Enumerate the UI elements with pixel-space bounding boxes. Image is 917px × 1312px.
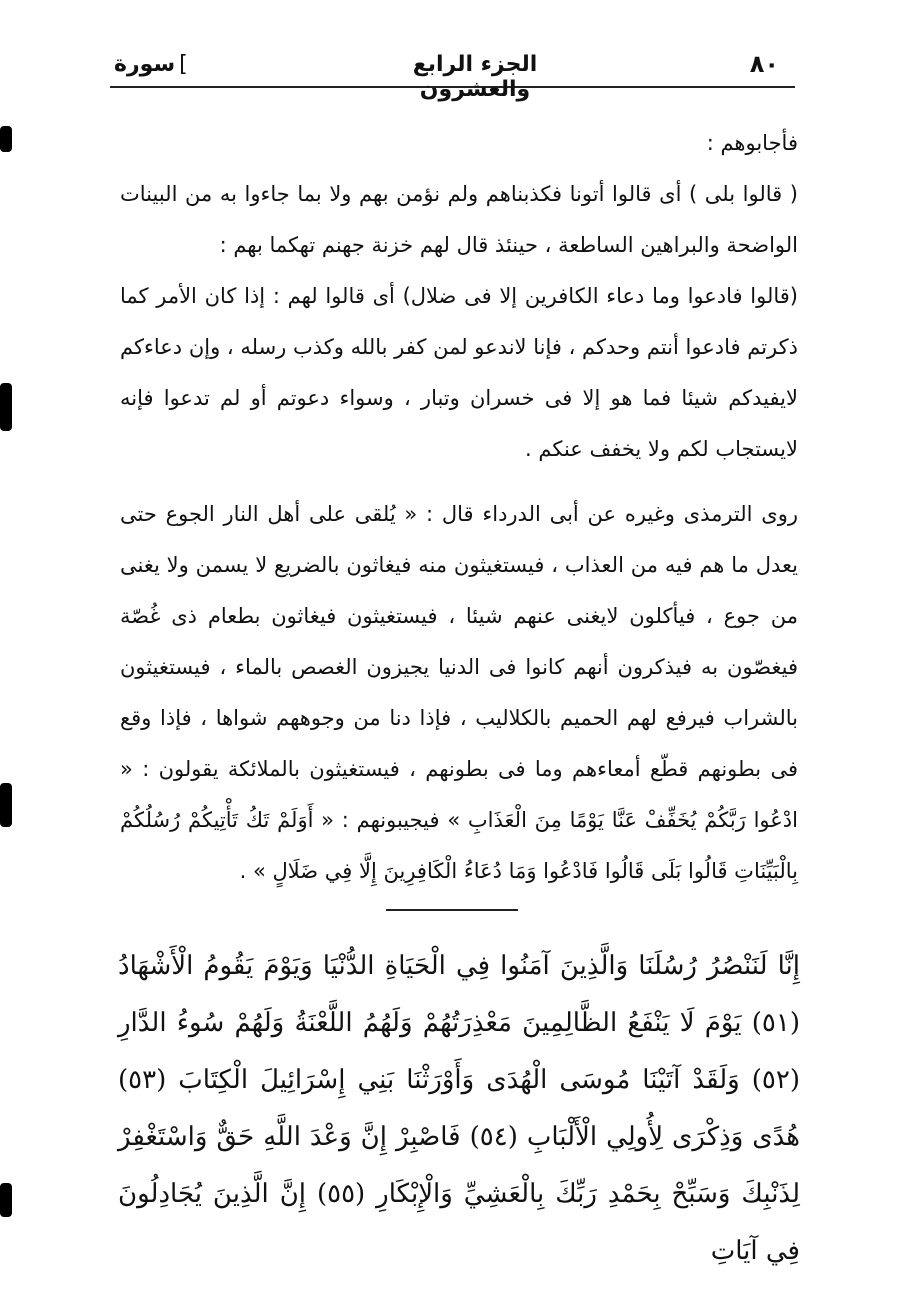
- scan-mark-bottom: [0, 1183, 12, 1217]
- page-number: ٨٠: [749, 50, 779, 78]
- scan-mark-top: [0, 126, 12, 152]
- sura-bracket: [: [179, 52, 188, 77]
- sura-label-text: سورة: [114, 52, 176, 77]
- quran-verses: إِنَّا لَنَنْصُرُ رُسُلَنَا وَالَّذِينَ آمَنُوا فِي الْحَيَاةِ الدُّنْيَا وَيَوْمَ يَقُومُ الْأَشْهَادُ (٥١) يَوْمَ لَا يَنْفَعُ الظَّالِمِينَ مَعْذِرَتُهُمْ وَلَهُمُ اللَّعْنَةُ وَلَهُمْ سُوءُ الدَّارِ (٥٢) وَلَقَدْ آتَيْنَا مُوسَى الْهُدَى وَأَوْرَثْنَا بَنِي إِسْرَائِيلَ الْكِتَابَ (٥٣) هُدًى وَذِكْرَى لِأُولِي الْأَلْبَابِ (٥٤) فَاصْبِرْ إِنَّ وَعْدَ اللَّهِ حَقٌّ وَاسْتَغْفِرْ لِذَنْبِكَ وَسَبِّحْ بِحَمْدِ رَبِّكَ بِالْعَشِيِّ وَالْإِبْكَارِ (٥٥) إِنَّ الَّذِينَ يُجَادِلُونَ فِي آيَاتِ: [118, 951, 800, 1266]
- paragraph-qalu-bala: ( قالوا بلى ) أى قالوا أتونا فكذبناهم ولم نؤمن بهم ولا بما جاءوا به من البينات الواضحة والبراهين الساطعة ، حينئذ قال لهم خزنة جهنم تهكما بهم :: [120, 182, 798, 257]
- scan-mark-lower: [0, 783, 12, 827]
- paragraph-intro: فأجابوهم :: [706, 131, 798, 155]
- scan-mark-middle: [0, 383, 12, 431]
- commentary-text: [120, 118, 798, 897]
- sura-label: [114, 52, 188, 77]
- paragraph-hadith: روى الترمذى وغيره عن أبى الدرداء قال : « يُلقى على أهل النار الجوع حتى يعدل ما هم فيه من العذاب ، فيستغيثون منه فيغاثون بالضريع لا يسمن ولا يغنى من جوع ، فيأكلون لايغنى عنهم شيئا ، فيستغيثون فيغاثون بطعام ذى غُصّة فيغصّون به فيذكرون أنهم كانوا فى الدنيا يجيزون الغصص بالماء ، فيستغيثون بالشراب فيرفع لهم الحميم بالكلاليب ، فإذا دنا من وجوههم شواها ، فإذا وقع فى بطونهم قطّع أمعاءهم وما فى بطونهم ، فيستغيثون بالملائكة يقولون : « ادْعُوا رَبَّكُمْ يُخَفِّفْ عَنَّا يَوْمًا مِنَ الْعَذَابِ » فيجيبونهم : « أَوَلَمْ تَكُ تَأْتِيكُمْ رُسُلُكُمْ بِالْبَيِّنَاتِ قَالُوا بَلَى قَالُوا فَادْعُوا وَمَا دُعَاءُ الْكَافِرِينَ إِلَّا فِي ضَلَالٍ » .: [120, 502, 798, 883]
- section-divider: [386, 909, 518, 911]
- paragraph-fadu: (قالوا فادعوا وما دعاء الكافرين إلا فى ضلال) أى قالوا لهم : إذا كان الأمر كما ذكرتم فادعوا أنتم وحدكم ، فإنا لاندعو لمن كفر بالله وكذب رسله ، وإن دعاءكم لايفيدكم شيئا فما هو إلا فى خسران وتبار ، وسواء دعوتم أو لم تدعوا فإنه لايستجاب لكم ولا يخفف عنكم .: [120, 284, 798, 461]
- page-header: [110, 46, 795, 102]
- part-title: الجزء الرابع والعشرون: [412, 52, 538, 102]
